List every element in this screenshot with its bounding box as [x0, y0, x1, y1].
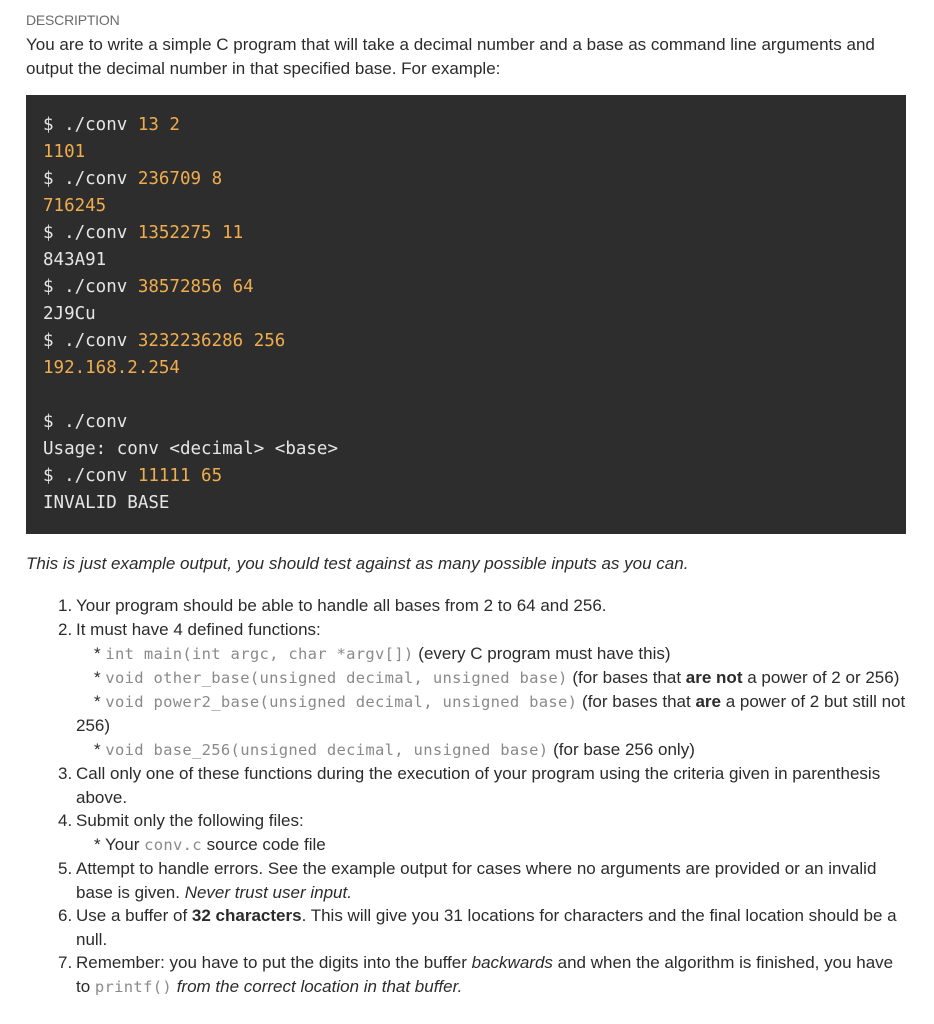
- terminal-example: [26, 95, 906, 534]
- list-item: 5. Attempt to handle errors. See the example output for cases where no arguments are provided or an invalid base is given. Never trust user input.: [58, 859, 877, 902]
- terminal-line: $ ./conv 3232236286 256: [43, 331, 286, 351]
- section-heading: DESCRIPTION: [26, 12, 120, 28]
- terminal-line: $ ./conv 236709 8: [43, 169, 223, 189]
- list-item: 2. It must have 4 defined functions: * int main(int argc, char *argv[]) (every C program must have this) * void other_base(unsigned decimal, unsigned base) (for bases that are not a power of 2 or 256) * void power2_base(unsigned decimal, unsigned base) (for bases that are a power of 2 but still not 256) * void base_256(unsigned decimal, unsigned base) (for base 256 only): [76, 618, 910, 763]
- function-item: * int main(int argc, char *argv[]) (every C program must have this): [94, 644, 671, 663]
- terminal-line: $ ./conv 1352275 11: [43, 223, 244, 243]
- terminal-line: $ ./conv 13 2: [43, 115, 180, 135]
- list-item: 1. Your program should be able to handle all bases from 2 to 64 and 256.: [58, 596, 607, 615]
- terminal-output: 1101: [43, 142, 86, 162]
- description-paragraph: You are to write a simple C program that will take a decimal number and a base as command line arguments and output the decimal number in that specified base. For example:: [26, 35, 875, 78]
- function-item: * void other_base(unsigned decimal, unsigned base) (for bases that are not a power of 2 or 256): [94, 668, 900, 687]
- function-item: * void base_256(unsigned decimal, unsigned base) (for base 256 only): [94, 740, 695, 759]
- terminal-output: INVALID BASE: [43, 493, 170, 513]
- terminal-line: $ ./conv 11111 65: [43, 466, 223, 486]
- terminal-output: Usage: conv <decimal> <base>: [43, 439, 339, 459]
- terminal-line: $ ./conv 38572856 64: [43, 277, 254, 297]
- file-item: * Your conv.c source code file: [94, 834, 326, 854]
- function-item: * void power2_base(unsigned decimal, unsigned base) (for bases that are a power of 2 but still not 256): [76, 692, 906, 735]
- terminal-output: 716245: [43, 196, 107, 216]
- list-item: 4. Submit only the following files: * Your conv.c source code file: [76, 809, 910, 857]
- requirements-list: [0, 594, 910, 999]
- example-note: This is just example output, you should test against as many possible inputs as you can.: [26, 554, 689, 573]
- list-item: 3. Call only one of these functions during the execution of your program using the criteria given in parenthesis above.: [58, 764, 881, 807]
- list-item: 6. Use a buffer of 32 characters. This will give you 31 locations for characters and the final location should be a null.: [58, 906, 897, 949]
- terminal-output: 192.168.2.254: [43, 358, 180, 378]
- terminal-output: 843A91: [43, 250, 107, 270]
- terminal-output: 2J9Cu: [43, 304, 96, 324]
- list-item: 7. Remember: you have to put the digits into the buffer backwards and when the algorithm is finished, you have to printf() from the correct location in that buffer.: [58, 953, 894, 996]
- terminal-line: $ ./conv: [43, 412, 128, 432]
